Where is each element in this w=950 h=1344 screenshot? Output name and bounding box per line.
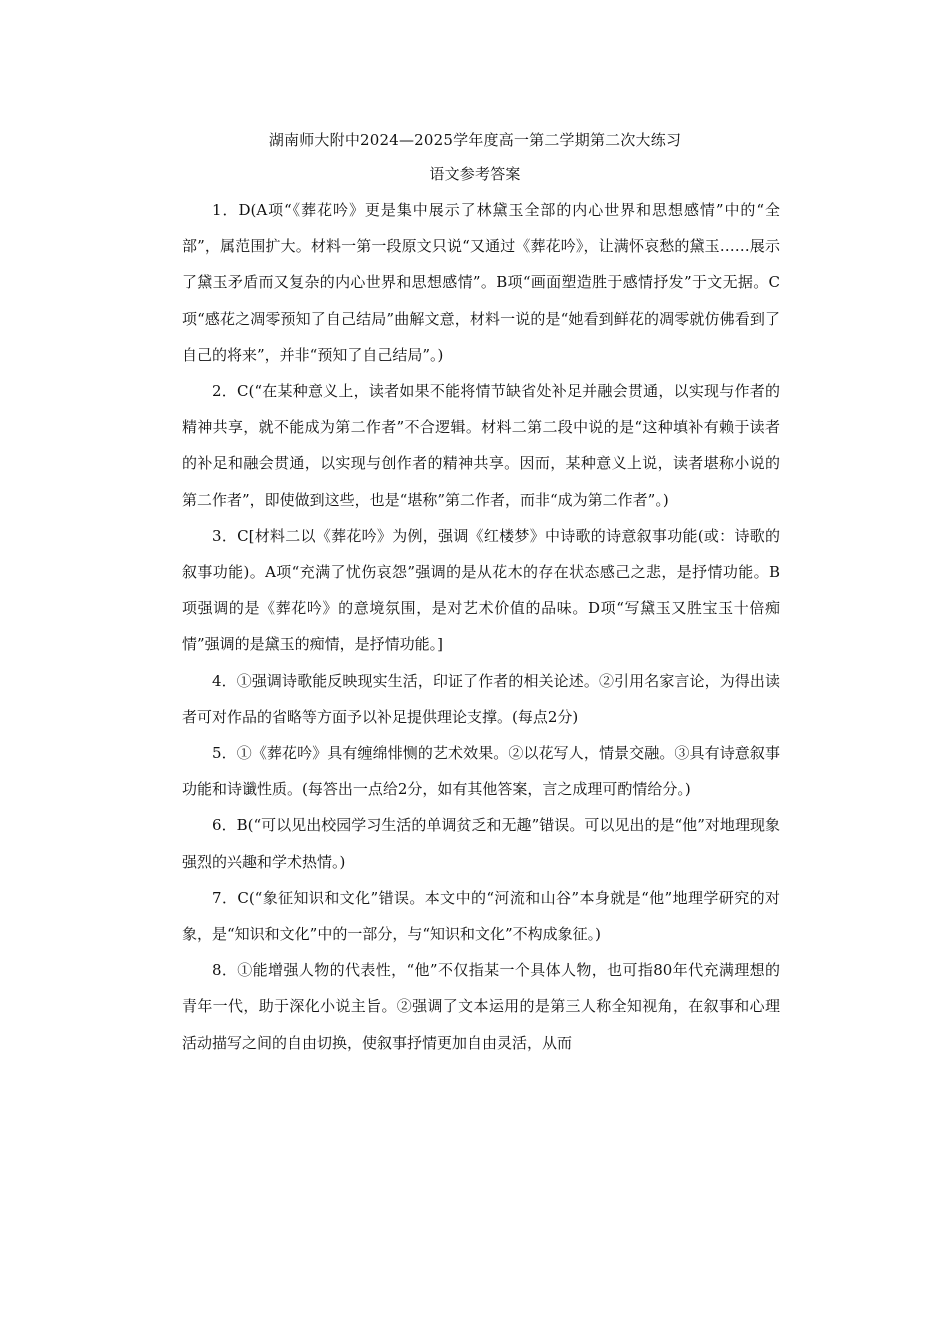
answer-item-6: 6．B(“可以见出校园学习生活的单调贫乏和无趣”错误。可以见出的是“他”对地理现象强烈的兴趣和学术热情。): [182, 816, 780, 871]
document-title: 湖南师大附中2024—2025学年度高一第二学期第二次大练习: [268, 131, 682, 149]
document-subtitle: 语文参考答案: [429, 165, 521, 183]
answer-item-3: 3．C[材料二以《葬花吟》为例，强调《红楼梦》中诗歌的诗意叙事功能(或：诗歌的叙事功能)。A项“充满了忧伤哀怨”强调的是从花木的存在状态感己之悲，是抒情功能。B项强调的是《葬花吟》的意境氛围，是对艺术价值的品味。D项“写黛玉又胜宝玉十倍痴情”强调的是黛玉的痴情，是抒情功能。]: [182, 526, 780, 654]
answer-item-1: 1．D(A项“《葬花吟》更是集中展示了林黛玉全部的内心世界和思想感情”中的“全部”，属范围扩大。材料一第一段原文只说“又通过《葬花吟》，让满怀哀愁的黛玉……展示了黛玉矛盾而又复杂的内心世界和思想感情”。B项“画面塑造胜于感情抒发”于文无据。C项“感花之凋零预知了自己结局”曲解文意，材料一说的是“她看到鲜花的凋零就仿佛看到了自己的将来”，并非“预知了自己结局”。): [182, 201, 780, 364]
answer-item-5: 5．①《葬花吟》具有缠绵悱恻的艺术效果。②以花写人，情景交融。③具有诗意叙事功能和诗谶性质。(每答出一点给2分，如有其他答案，言之成理可酌情给分。): [182, 744, 780, 799]
answer-item-8: 8．①能增强人物的代表性，“他”不仅指某一个具体人物，也可指80年代充满理想的青年一代，助于深化小说主旨。②强调了文本运用的是第三人称全知视角，在叙事和心理活动描写之间的自由切换，使叙事抒情更加自由灵活，从而: [182, 961, 780, 1052]
answer-item-4: 4．①强调诗歌能反映现实生活，印证了作者的相关论述。②引用名家言论，为得出读者可对作品的省略等方面予以补足提供理论支撑。(每点2分): [182, 671, 780, 726]
answers-body: [182, 192, 780, 1061]
answer-item-2: 2．C(“在某种意义上，读者如果不能将情节缺省处补足并融会贯通，以实现与作者的精神共享，就不能成为第二作者”不合逻辑。材料二第二段中说的是“这种填补有赖于读者的补足和融会贯通，以实现与创作者的精神共享。因而，某种意义上说，读者堪称小说的第二作者”，即使做到这些，也是“堪称”第二作者，而非“成为第二作者”。): [182, 382, 780, 509]
answer-item-7: 7．C(“象征知识和文化”错误。本文中的“河流和山谷”本身就是“他”地理学研究的对象，是“知识和文化”中的一部分，与“知识和文化”不构成象征。): [182, 888, 780, 944]
